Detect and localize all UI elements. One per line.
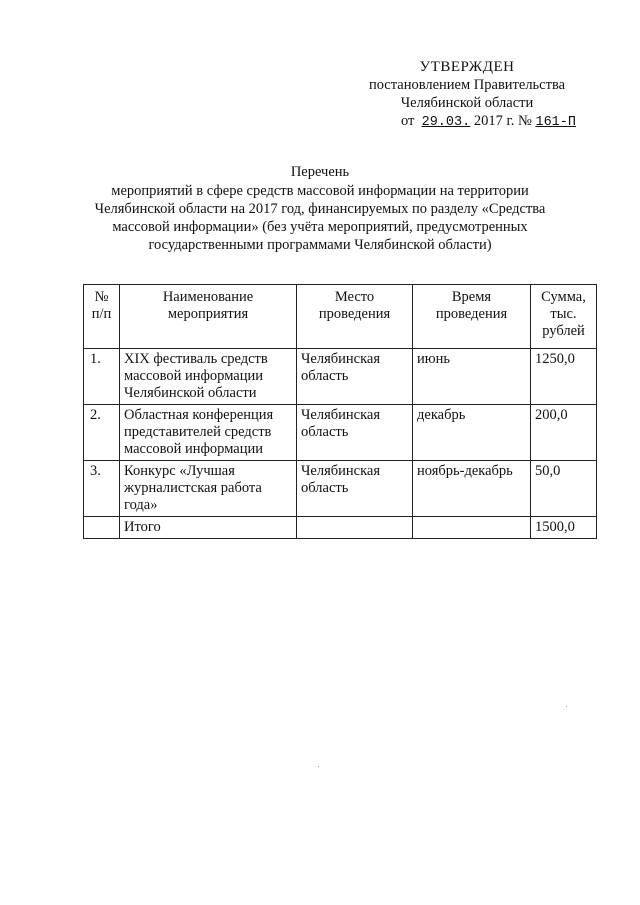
title-line-2: Челябинской области на 2017 год, финансируемых по разделу «Средства (94, 201, 546, 217)
row-time: декабрь (413, 405, 531, 461)
table-row (84, 461, 597, 517)
header-text: п/п (91, 306, 112, 322)
date-prefix: от (400, 113, 415, 129)
row-place: Челябинская область (297, 461, 413, 517)
row-time: июнь (413, 349, 531, 405)
title-line-3: массовой информации» (без учёта мероприятий, предусмотренных (112, 219, 528, 235)
total-empty-cell (297, 517, 413, 539)
approval-line-1: постановлением Правительства (368, 77, 566, 93)
header-text: проведения (435, 306, 508, 322)
total-sum: 1500,0 (531, 517, 597, 539)
resolution-number: 161-П (535, 115, 576, 130)
header-text: Сумма, (541, 289, 586, 305)
row-place: Челябинская область (297, 349, 413, 405)
header-text: Место (334, 289, 375, 305)
header-text: мероприятия (167, 306, 249, 322)
total-label: Итого (120, 517, 297, 539)
approval-block (352, 58, 582, 132)
table-row (84, 349, 597, 405)
row-sum: 50,0 (531, 461, 597, 517)
approval-line-2: Челябинской области (400, 95, 534, 111)
document-title (90, 163, 550, 254)
table-row (84, 405, 597, 461)
header-text: рублей (542, 323, 585, 339)
approval-date-line (352, 112, 582, 132)
total-empty-cell (84, 517, 120, 539)
year-text: 2017 г. № (473, 113, 532, 129)
row-name: Конкурс «Лучшая журналистская работа года» (120, 461, 297, 517)
header-text: тыс. (550, 306, 577, 322)
header-sum (531, 285, 597, 349)
title-line-1: мероприятий в сфере средств массовой информации на территории (111, 183, 529, 199)
row-number: 1. (84, 349, 120, 405)
title-heading: Перечень (290, 164, 350, 180)
header-text: Наименование (162, 289, 254, 305)
header-place (297, 285, 413, 349)
header-name (120, 285, 297, 349)
scan-speck (566, 706, 567, 707)
row-sum: 200,0 (531, 405, 597, 461)
row-number: 2. (84, 405, 120, 461)
approved-stamp: УТВЕРЖДЕН (419, 59, 515, 75)
table-header-row (84, 285, 597, 349)
row-place: Челябинская область (297, 405, 413, 461)
header-text: № (94, 289, 109, 305)
header-time (413, 285, 531, 349)
row-name: XIX фестиваль средств массовой информации Челябинской области (120, 349, 297, 405)
header-text: проведения (318, 306, 391, 322)
row-name: Областная конференция представителей средств массовой информации (120, 405, 297, 461)
row-number: 3. (84, 461, 120, 517)
total-row (84, 517, 597, 539)
row-sum: 1250,0 (531, 349, 597, 405)
header-text: Время (451, 289, 492, 305)
events-table (83, 284, 597, 539)
date-value: 29.03. (421, 115, 471, 130)
scan-speck (318, 766, 319, 767)
header-number (84, 285, 120, 349)
total-empty-cell (413, 517, 531, 539)
row-time: ноябрь-декабрь (413, 461, 531, 517)
title-line-4: государственными программами Челябинской области) (148, 237, 492, 253)
